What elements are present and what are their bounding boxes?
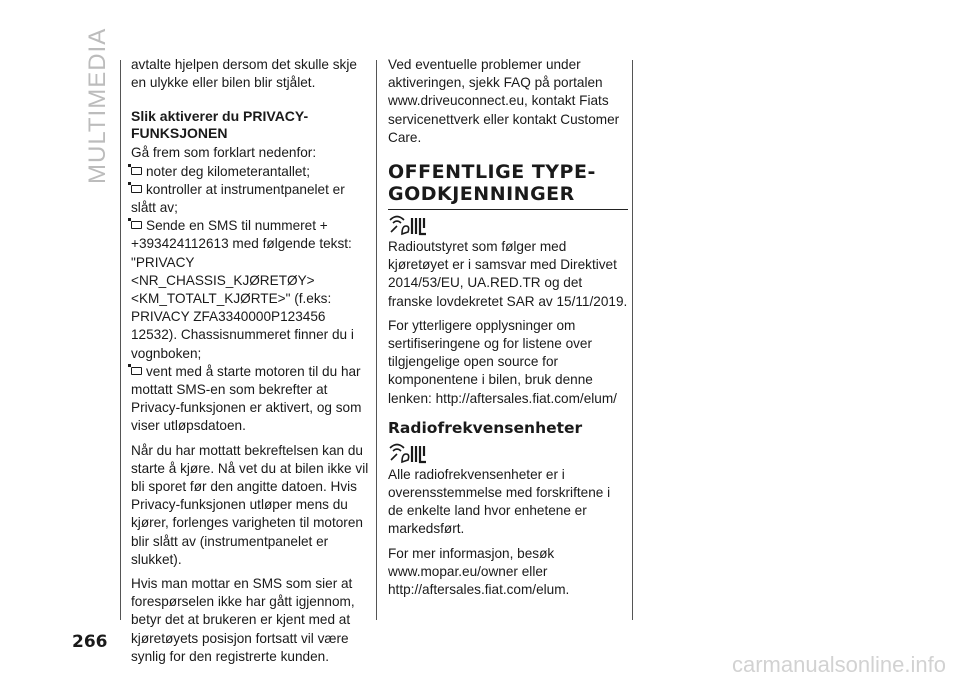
left-column	[131, 56, 371, 666]
radio-frequency-heading: Radiofrekvensenheter	[388, 418, 583, 437]
body-paragraph-1: Når du har mottatt bekreftelsen kan du starte å kjøre. Nå vet du at bilen ikke vil bli sporet før den angitte datoen. Hvis Privacy-funksjonen utløper mens du kjører, forlenges varigheten til motoren blir slått av (instrumentpanelet er slukket).	[131, 442, 369, 567]
bullet-text-2: kontroller at instrumentpanelet er slått av;	[131, 181, 345, 216]
radio-frequency-paragraph-2: For mer informasjon, besøk www.mopar.eu/owner eller http://aftersales.fiat.com/elum.	[388, 545, 570, 598]
bullet-text-3: Sende en SMS til nummeret + +393424112613 med følgende tekst: "PRIVACY <NR_CHASSIS_KJØRETØY><KM_TOTALT_KJØRTE>" (f.eks: PRIVACY ZFA3340000P123456 12532). Chassisnummeret finner du i vognboken;	[131, 218, 354, 361]
section-side-label	[72, 27, 132, 184]
bullet-text-4: vent med å starte motoren til du har mottatt SMS-en som bekrefter at Privacy-funksjonen er aktivert, og som viser utløpsdatoen.	[131, 363, 362, 434]
lead-text: Gå frem som forklart nedenfor:	[131, 145, 317, 161]
bullet-text-1: noter deg kilometerantallet;	[146, 163, 310, 179]
bullet-item	[131, 163, 371, 181]
bullet-icon	[131, 185, 142, 193]
bullet-icon	[131, 221, 142, 229]
radio-equipment-icon	[388, 214, 448, 236]
intro-paragraph: avtalte hjelpen dersom det skulle skje en ulykke eller bilen blir stjålet.	[131, 57, 357, 91]
approvals-heading: OFFENTLIGE TYPE-GODKJENNINGER	[388, 161, 628, 210]
right-column	[388, 56, 628, 599]
radio-equipment-icon	[388, 442, 448, 464]
page-number: 266	[72, 632, 108, 652]
bullet-item	[131, 181, 371, 217]
approvals-paragraph-1: Radioutstyret som følger med kjøretøyet er i samsvar med Direktivet 2014/53/EU, UA.RED.TR og det franske lovdekretet SAR av 15/11/2019.	[388, 239, 628, 309]
watermark: carmanualsonline.info	[731, 652, 946, 677]
approvals-paragraph-2: For ytterligere opplysninger om sertifiseringene og for listene over tilgjengelige open source for komponentene i bilen, bruk denne lenken: http://aftersales.fiat.com/elum/	[388, 317, 617, 406]
section-side-label-text: MULTIMEDIA	[84, 27, 111, 184]
bullet-item	[131, 363, 371, 436]
radio-frequency-paragraph-1: Alle radiofrekvensenheter er i overensstemmelse med forskriftene i de enkelte land hvor enhetene er markedsført.	[388, 466, 611, 537]
body-paragraph-2: Hvis man mottar en SMS som sier at forespørselen ikke har gått igjennom, betyr det at brukeren er kjent med at kjøretøyets posisjon fortsatt vil være synlig for den registrerte kunden.	[131, 576, 355, 664]
bullet-icon	[131, 167, 142, 175]
right-divider	[632, 60, 633, 620]
left-divider	[120, 60, 121, 620]
bullet-item	[131, 217, 371, 363]
bullet-icon	[131, 367, 142, 375]
support-paragraph: Ved eventuelle problemer under aktiveringen, sjekk FAQ på portalen www.driveuconnect.eu, kontakt Fiats servicenettverk eller kontakt Customer Care.	[388, 57, 620, 145]
privacy-heading: Slik aktiverer du PRIVACY-FUNKSJONEN	[131, 108, 309, 142]
middle-divider	[376, 60, 377, 620]
